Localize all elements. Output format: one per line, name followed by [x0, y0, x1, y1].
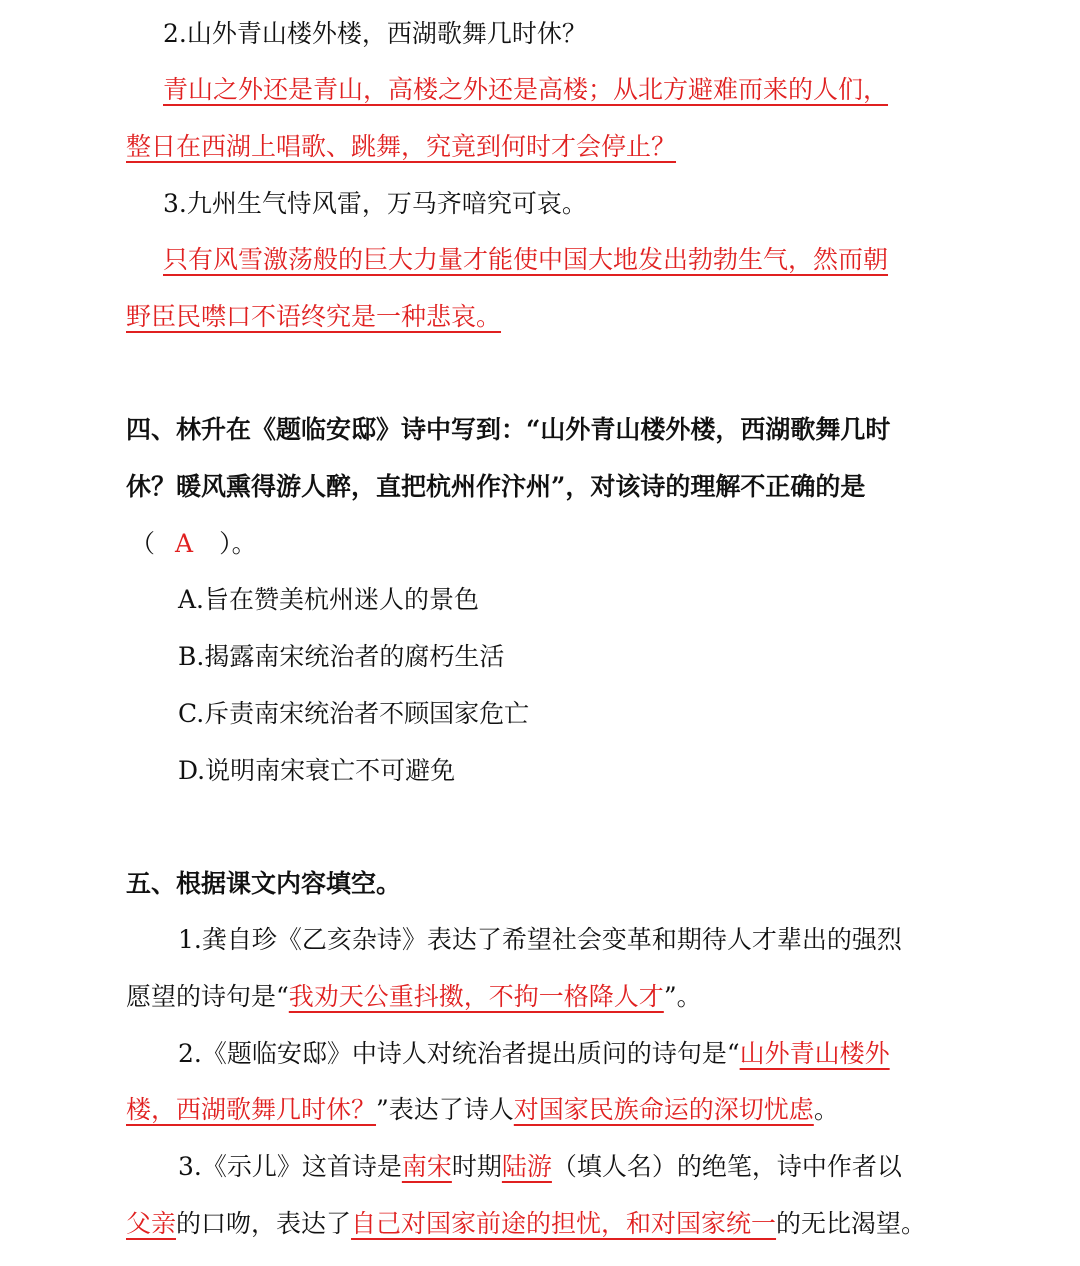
q5-item1-answer: 我劝天公重抖擞，不拘一格降人才: [288, 982, 664, 1011]
q4-stem-line2: 休？暖风熏得游人醉，直把杭州作汴州”，对该诗的理解不正确的是: [126, 472, 866, 501]
q5-item2-pre: 2.《题临安邸》中诗人对统治者提出质问的诗句是“: [178, 1039, 740, 1068]
q4-option-b: B.揭露南宋统治者的腐朽生活: [178, 642, 505, 671]
q4-stem-line1: 四、林升在《题临安邸》诗中写到：“山外青山楼外楼，西湖歌舞几时: [126, 415, 891, 444]
q3-item2-answer-line2: 整日在西湖上唱歌、跳舞，究竟到何时才会停止？: [126, 132, 677, 161]
q5-item3-line1: [178, 1147, 1080, 1187]
q5-item2-mid: ”表达了诗人: [376, 1095, 514, 1124]
q5-item3-answer-a: 南宋: [401, 1152, 452, 1181]
q5-item2-answer2: 对国家民族命运的深切忧虑: [513, 1095, 814, 1124]
q4-option-c: C.斥责南宋统治者不顾国家危亡: [178, 699, 530, 728]
q5-item1-post: ”。: [663, 982, 702, 1011]
q5-item1-line1: 1.龚自珍《乙亥杂诗》表达了希望社会变革和期待人才辈出的强烈: [178, 925, 902, 954]
q5-item2-post: 。: [813, 1095, 839, 1124]
q5-item3-mid2: （填人名）的绝笔，诗中作者以: [551, 1152, 902, 1181]
q5-item2-line2: [126, 1090, 1080, 1130]
q4-answer-line: [130, 524, 1080, 564]
q4-option-a: A.旨在赞美杭州迷人的景色: [178, 585, 480, 614]
q5-item3-answer-c: 父亲: [126, 1209, 177, 1238]
q3-item3-answer-line2: 野臣民噤口不语终究是一种悲哀。: [126, 302, 502, 331]
q4-paren-close: ）。: [219, 529, 257, 558]
q3-item3-answer-line1: 只有风雪激荡般的巨大力量才能使中国大地发出勃勃生气，然而朝: [163, 245, 889, 274]
q3-item2-answer-line1: 青山之外还是青山，高楼之外还是高楼；从北方避难而来的人们，: [163, 75, 889, 104]
q5-item3-post: 的无比渴望。: [776, 1209, 927, 1238]
q3-item2-question: 2.山外青山楼外楼，西湖歌舞几时休？: [163, 19, 587, 48]
q5-item1-line2: [126, 977, 1080, 1017]
q3-item3-question: 3.九州生气恃风雷，万马齐喑究可哀。: [163, 189, 587, 218]
q5-item3-line2: [126, 1204, 1080, 1244]
q5-item3-mid1: 时期: [451, 1152, 502, 1181]
q4-answer: A: [175, 529, 194, 558]
q5-item2-answer-b: 楼，西湖歌舞几时休？: [126, 1095, 377, 1124]
q5-item1-pre: 愿望的诗句是“: [126, 982, 289, 1011]
q4-option-d: D.说明南宋衰亡不可避免: [178, 756, 456, 785]
q5-item3-mid3: 的口吻，表达了: [176, 1209, 352, 1238]
q5-item3-answer-d: 自己对国家前途的担忧，和对国家统一: [351, 1209, 777, 1238]
q5-item2-line1: [178, 1034, 1080, 1074]
q5-title: 五、根据课文内容填空。: [126, 869, 402, 898]
q5-item2-answer-a: 山外青山楼外: [739, 1039, 890, 1068]
q5-item3-answer-b: 陆游: [501, 1152, 552, 1181]
q4-paren-open: （: [130, 529, 156, 558]
q5-item3-pre: 3.《示儿》这首诗是: [178, 1152, 402, 1181]
